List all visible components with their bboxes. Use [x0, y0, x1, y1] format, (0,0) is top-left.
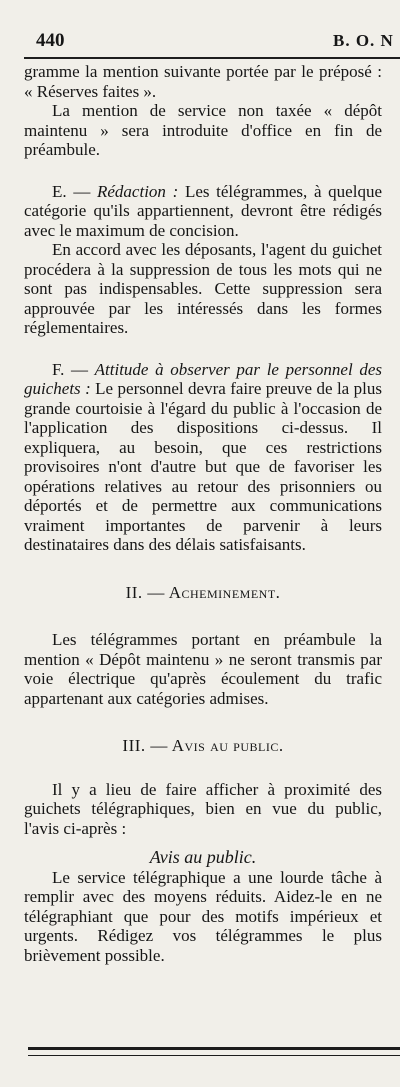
paragraph-continuation: gramme la mention suivante portée par le préposé : « Réserves faites ». [24, 62, 382, 101]
section-label-e: E. — [52, 181, 97, 201]
heading-acheminement: II. — Acheminement. [125, 582, 281, 602]
paragraph-acheminement: Les télégrammes portant en préambule la mention « Dépôt maintenu » ne seront transmis par voie électrique qu'après écoulement du trafic appartenant aux catégories admises. [24, 630, 382, 708]
notice-text: Le service télégraphique a une lourde tâche à remplir avec des moyens réduits. Aidez-le en ne télégraphiant que pour des motifs impérieux et urgents. Rédigez vos télégrammes le plus brièvement possible. [24, 867, 382, 965]
page-number: 440 [36, 30, 65, 51]
footer-rule-thick [28, 1047, 400, 1050]
paragraph-redaction [24, 182, 382, 241]
paragraph-attitude [24, 360, 382, 555]
footer-rule-thin [28, 1055, 400, 1056]
section-text-attitude: Le personnel devra faire preuve de la plus grande courtoisie à l'égard du public à l'occasion de l'application des dispositions ci-dessus. Il expliquera, au besoin, que ces restrictions provisoires n'ont d'autre but que de favoriser les opérations relatives au retour des prisonniers ou déportés et de permettre aux communications vraiment importantes de parvenir à leurs destinataires dans des délais satisfaisants. [24, 379, 382, 554]
notice-title: Avis au public. [149, 847, 257, 867]
section-title-attitude: Attitude à observer par le personnel des guichets : [24, 359, 382, 398]
paragraph-suppression: En accord avec les déposants, l'agent du guichet procédera à la suppression de tous les mots qui ne sont pas indispensables. Cette suppression sera approuvée par les intéressés dans les formes réglementaires. [24, 240, 382, 337]
body-text [24, 62, 382, 965]
section-title-redaction: Rédaction : [97, 181, 179, 201]
section-label-f: F. — [52, 359, 95, 379]
heading-avis-au-public: III. — Avis au public. [122, 736, 284, 755]
paragraph-service-mention: La mention de service non taxée « dépôt maintenu » sera introduite d'office en fin de préambule. [24, 101, 382, 159]
paragraph-affichage: Il y a lieu de faire afficher à proximité des guichets télégraphiques, bien en vue du public, l'avis ci-après : [24, 779, 382, 838]
section-text-redaction: Les télégrammes, à quelque catégorie qu'ils appartiennent, devront être rédigés avec le maximum de concision. [24, 181, 382, 240]
header-rule [24, 57, 400, 59]
running-head: B. O. N [333, 31, 394, 50]
page-header [0, 28, 400, 54]
